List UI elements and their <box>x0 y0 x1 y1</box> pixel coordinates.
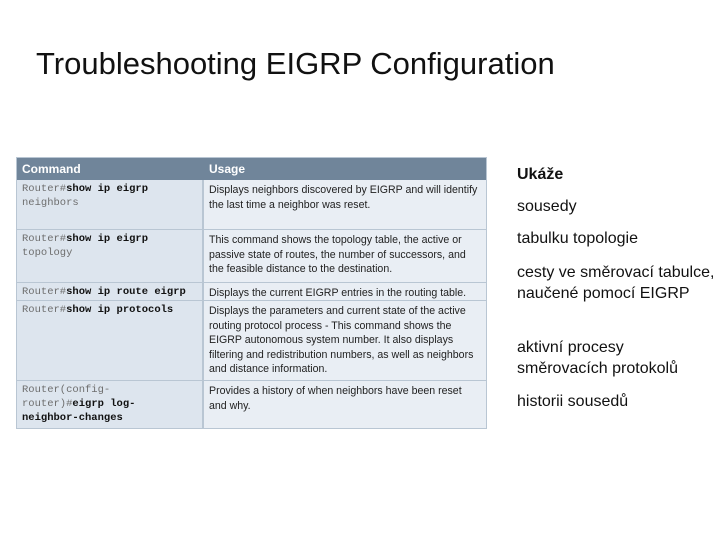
command-cell <box>17 283 204 300</box>
usage-cell: Displays the parameters and current state of the active routing protocol process - This command shows the EIGRP autonomous system number. It also displays filtering and redistribution numbers, as well as neighbors and distance information. <box>209 305 474 375</box>
command-cell <box>17 381 204 428</box>
command-prompt: Router# <box>22 233 67 245</box>
table-row <box>17 301 486 381</box>
command-keyword: eigrp log- <box>72 398 136 410</box>
note-topology: tabulku topologie <box>517 230 638 247</box>
table-header <box>17 158 486 180</box>
slide-title: Troubleshooting EIGRP Configuration <box>36 46 555 81</box>
command-keyword: neighbor-changes <box>22 412 123 424</box>
command-prompt: Router# <box>22 286 67 298</box>
note-routes: cesty ve směrovací tabulce, naučené pomocí EIGRP <box>517 264 715 302</box>
command-table <box>16 157 487 429</box>
note-heading: Ukáže <box>517 166 564 183</box>
command-keyword: show ip eigrp <box>66 233 149 245</box>
command-prompt: router)# <box>22 398 73 410</box>
header-usage: Usage <box>209 162 246 176</box>
note-protocols: aktivní procesy směrovacích protokolů <box>517 339 678 377</box>
command-keyword: show ip protocols <box>66 304 174 316</box>
table-row <box>17 230 486 283</box>
usage-cell: Displays neighbors discovered by EIGRP and will identify the last time a neighbor was reset. <box>209 184 478 211</box>
command-cell <box>17 301 204 380</box>
command-prompt: Router# <box>22 304 67 316</box>
note-neighbors: sousedy <box>517 198 577 215</box>
command-prompt: Router# <box>22 183 67 195</box>
usage-cell: Provides a history of when neighbors have been reset and why. <box>209 385 462 412</box>
table-row <box>17 180 486 230</box>
table-row <box>17 381 486 428</box>
command-prompt: Router(config- <box>22 384 111 396</box>
usage-cell: This command shows the topology table, the active or passive state of routes, the number of successors, and the feasible distance to the destination. <box>209 234 466 275</box>
command-keyword: show ip route eigrp <box>66 286 186 298</box>
command-prompt: neighbors <box>22 197 79 209</box>
command-cell <box>17 230 204 282</box>
table-row <box>17 283 486 301</box>
command-cell <box>17 180 204 229</box>
command-keyword: show ip eigrp <box>66 183 149 195</box>
usage-cell: Displays the current EIGRP entries in the routing table. <box>209 287 467 299</box>
note-history: historii sousedů <box>517 393 629 410</box>
header-command: Command <box>22 162 81 176</box>
command-prompt: topology <box>22 247 73 259</box>
